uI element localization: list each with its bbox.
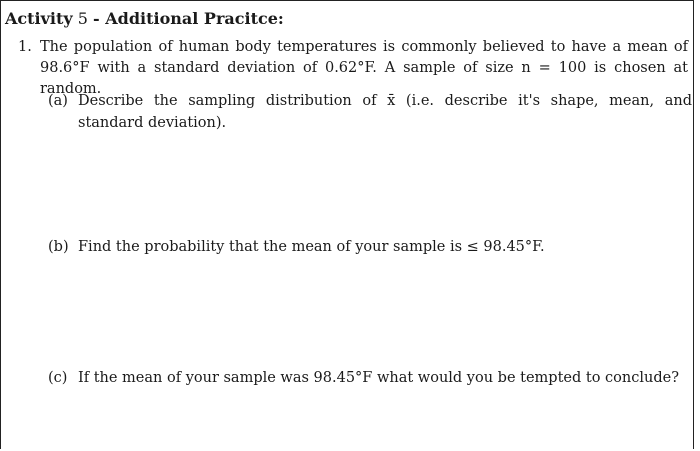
part-c-label: (c) [48,370,68,386]
part-a [48,90,692,134]
part-a-label: (a) [48,93,68,109]
problem-number: 1. [18,39,32,55]
heading-activity-number: 5 [72,9,94,28]
heading-subtitle: - Additional Pracitce: [93,9,284,28]
part-c-text: If the mean of your sample was 98.45°F what would you be tempted to conclude? [78,370,679,386]
part-a-text: Describe the sampling distribution of x̄ (i.e. describe it's shape, mean, and standard deviation). [78,93,692,131]
activity-heading [5,9,284,28]
part-b [48,236,692,258]
problem-statement: The population of human body temperatures is commonly believed to have a mean of 98.6°F with a standard deviation of 0.62°F. A sample of size n = 100 is chosen at random. [40,39,688,97]
part-b-label: (b) [48,239,69,255]
heading-activity-word: Activity [5,9,73,28]
part-b-text: Find the probability that the mean of your sample is ≤ 98.45°F. [78,239,545,255]
part-c [48,367,692,389]
